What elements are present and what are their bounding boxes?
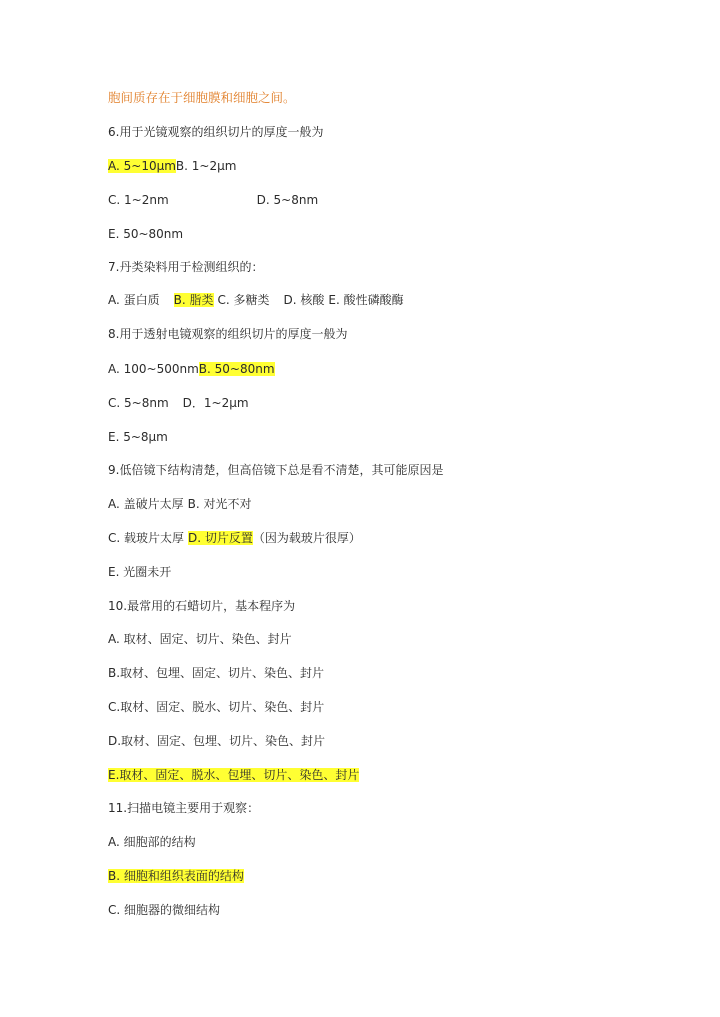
q10-option-e-row (108, 766, 359, 784)
q10-option-c: C.取材、固定、脱水、切片、染色、封片 (108, 700, 325, 714)
q6-option-e: E. 50~80nm (108, 227, 184, 241)
q6-option-c: C. 1~2nm (108, 193, 169, 207)
q11-option-b-row (108, 867, 244, 885)
question-6-options-cd (108, 191, 318, 209)
q7-option-d: D. 核酸 (283, 293, 325, 307)
question-8-options-ab (108, 360, 275, 378)
q9-option-d-answer: D. 切片反置 (188, 531, 253, 545)
q8-option-e: E. 5~8μm (108, 430, 168, 444)
q9-option-c: C. 载玻片太厚 (108, 531, 185, 545)
question-9-options-cd (108, 529, 361, 547)
question-7-options (108, 291, 404, 309)
q7-option-e: E. 酸性磷酸酶 (328, 293, 404, 307)
q7-option-c: C. 多糖类 (217, 293, 270, 307)
q8-option-c: C. 5~8nm (108, 396, 169, 410)
q8-option-d: D．1~2μm (182, 396, 249, 410)
q9-option-e: E. 光圈未开 (108, 565, 172, 579)
q7-option-a: A. 蛋白质 (108, 293, 160, 307)
q8-option-a: A. 100~500nm (108, 362, 199, 376)
q11-option-a: A. 细胞部的结构 (108, 835, 196, 849)
q10-option-d: D.取材、固定、包埋、切片、染色、封片 (108, 734, 326, 748)
q10-option-e-answer: E.取材、固定、脱水、包埋、切片、染色、封片 (108, 768, 360, 782)
q6-option-a-answer: A. 5~10μm (108, 159, 176, 173)
question-8-options-cd (108, 394, 249, 412)
q10-option-b: B.取材、包埋、固定、切片、染色、封片 (108, 666, 325, 680)
question-8: 8.用于透射电镜观察的组织切片的厚度一般为 (108, 327, 348, 341)
intro-text: 胞间质存在于细胞膜和细胞之间。 (108, 90, 296, 105)
q9-option-d-note: （因为载玻片很厚） (252, 531, 361, 545)
q11-option-c: C. 细胞器的微细结构 (108, 903, 221, 917)
q8-option-b-answer: B. 50~80nm (198, 362, 275, 376)
q11-option-b-answer: B. 细胞和组织表面的结构 (108, 869, 244, 883)
question-11: 11.扫描电镜主要用于观察： (108, 801, 260, 815)
q9-option-b: B. 对光不对 (187, 497, 252, 511)
q7-option-b-answer: B. 脂类 (173, 293, 214, 307)
question-7: 7.丹类染料用于检测组织的： (108, 260, 264, 274)
question-9: 9.低倍镜下结构清楚，但高倍镜下总是看不清楚，其可能原因是 (108, 463, 444, 477)
question-6-options-ab (108, 157, 236, 175)
question-6: 6.用于光镜观察的组织切片的厚度一般为 (108, 125, 324, 139)
q6-option-b: B. 1~2μm (175, 159, 237, 173)
q9-option-a: A. 盖破片太厚 (108, 497, 184, 511)
q10-option-a: A. 取材、固定、切片、染色、封片 (108, 632, 292, 646)
question-10: 10.最常用的石蜡切片，基本程序为 (108, 599, 296, 613)
q6-option-d: D. 5~8nm (256, 193, 319, 207)
question-9-options-ab (108, 495, 252, 513)
